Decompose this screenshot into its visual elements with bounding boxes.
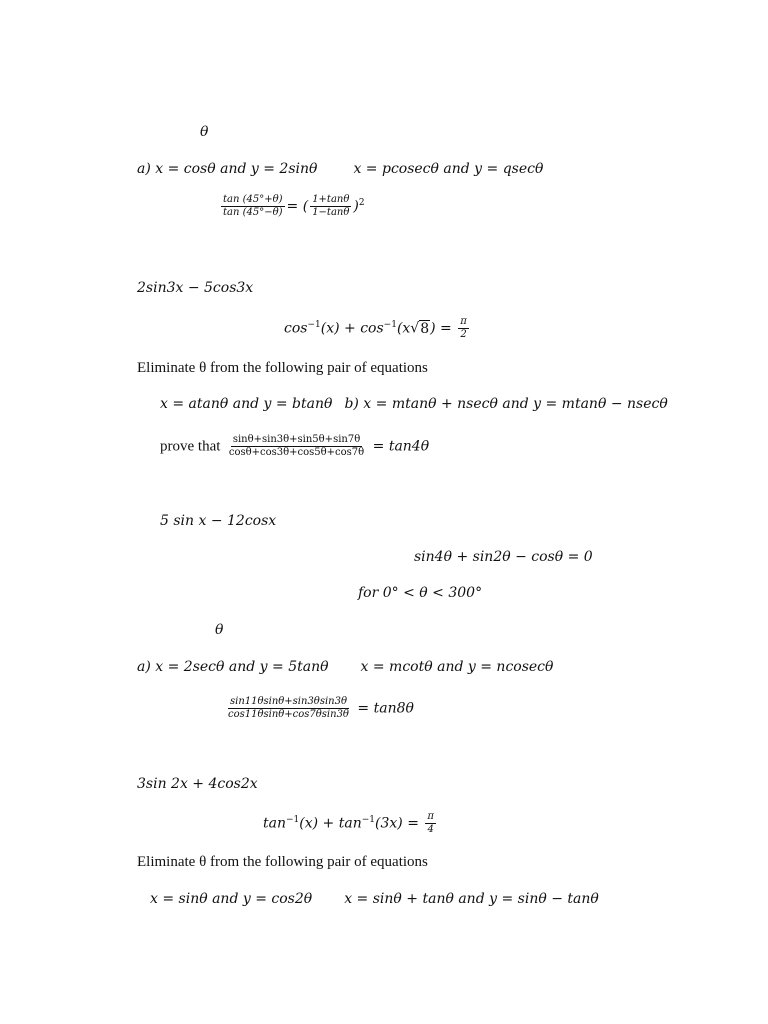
expression-3: 3sin 2x + 4cos2x xyxy=(137,776,258,792)
pair-a: x = sinθ and y = cos2θ xyxy=(150,891,313,907)
equation-pair-3 xyxy=(137,658,553,676)
instruction-eliminate: Eliminate θ from the following pair of equations xyxy=(137,360,428,376)
equation-pair-1 xyxy=(137,160,543,178)
prove-identity: prove that $\frac{\sin\theta+\sin 3\theta+\sin 5\theta+\sin 7\theta}{\cos\theta+\cos 3\theta+\cos 5\theta+\cos 7\theta}$ = tan4θ xyxy=(160,434,430,458)
expression-1: 2sin3x − 5cos3x xyxy=(137,280,254,296)
fraction: $\frac{\pi}{2}$ xyxy=(460,316,467,341)
pair-b: x = sinθ + tanθ and y = sinθ − tanθ xyxy=(344,891,599,907)
equation-a: a) x = 2secθ and y = 5tanθ xyxy=(137,659,329,675)
fraction: $\frac{\sin\theta+\sin 3\theta+\sin 5\theta+\sin 7\theta}{\cos\theta+\cos 3\theta+\cos 5\theta+\cos 7\theta}$ xyxy=(228,434,365,458)
fraction: $\frac{\tan (45^\circ+\theta)}{\tan (45^\circ-\theta)}$ xyxy=(223,194,283,219)
theta-symbol: θ xyxy=(200,124,209,140)
tan-identity: $\frac{\tan (45^\circ+\theta)}{\tan (45^\circ-\theta)}$ = ( $\frac{1+\tan\theta}{1-\tan\theta}$ )$^2$ xyxy=(223,194,365,219)
inverse-cos-equation: $\cos^{-1}(x) + \cos^{-1}(x√8)$ = $\frac{\pi}{2}$ xyxy=(284,316,467,341)
pair-b: b) x = mtanθ + nsecθ and y = mtanθ − nsecθ xyxy=(344,396,668,412)
trig-equation: sin4θ + sin2θ − cosθ = 0 xyxy=(414,549,593,565)
tan8-identity: $\frac{\sin 11\theta\sin\theta+\sin 3\theta\sin 3\theta}{\cos 11\theta\sin\theta+\cos 7\theta\sin 3\theta}$ = tan8θ xyxy=(228,696,414,720)
range-condition: for 0° < θ < 300° xyxy=(358,585,483,601)
equation-b: x = pcosecθ and y = qsecθ xyxy=(353,161,544,177)
theta-symbol: θ xyxy=(215,622,224,638)
equation-pair-2 xyxy=(160,395,668,413)
fraction: $\frac{\sin 11\theta\sin\theta+\sin 3\theta\sin 3\theta}{\cos 11\theta\sin\theta+\cos 7\theta\sin 3\theta}$ xyxy=(228,696,349,720)
expression-2: 5 sin x − 12cosx xyxy=(160,513,277,529)
fraction: $\frac{1+\tan\theta}{1-\tan\theta}$ xyxy=(312,194,350,219)
instruction-eliminate: Eliminate θ from the following pair of equations xyxy=(137,854,428,870)
equation-a: a) x = cosθ and y = 2sinθ xyxy=(137,161,318,177)
equation-pair-4 xyxy=(150,890,599,908)
inverse-tan-equation: $\tan^{-1}(x) + \tan^{-1}(3x)$ = $\frac{\pi}{4}$ xyxy=(263,811,434,836)
equation-b: x = mcotθ and y = ncosecθ xyxy=(360,659,554,675)
fraction: $\frac{\pi}{4}$ xyxy=(427,811,434,836)
pair-a: x = atanθ and y = btanθ xyxy=(160,396,333,412)
